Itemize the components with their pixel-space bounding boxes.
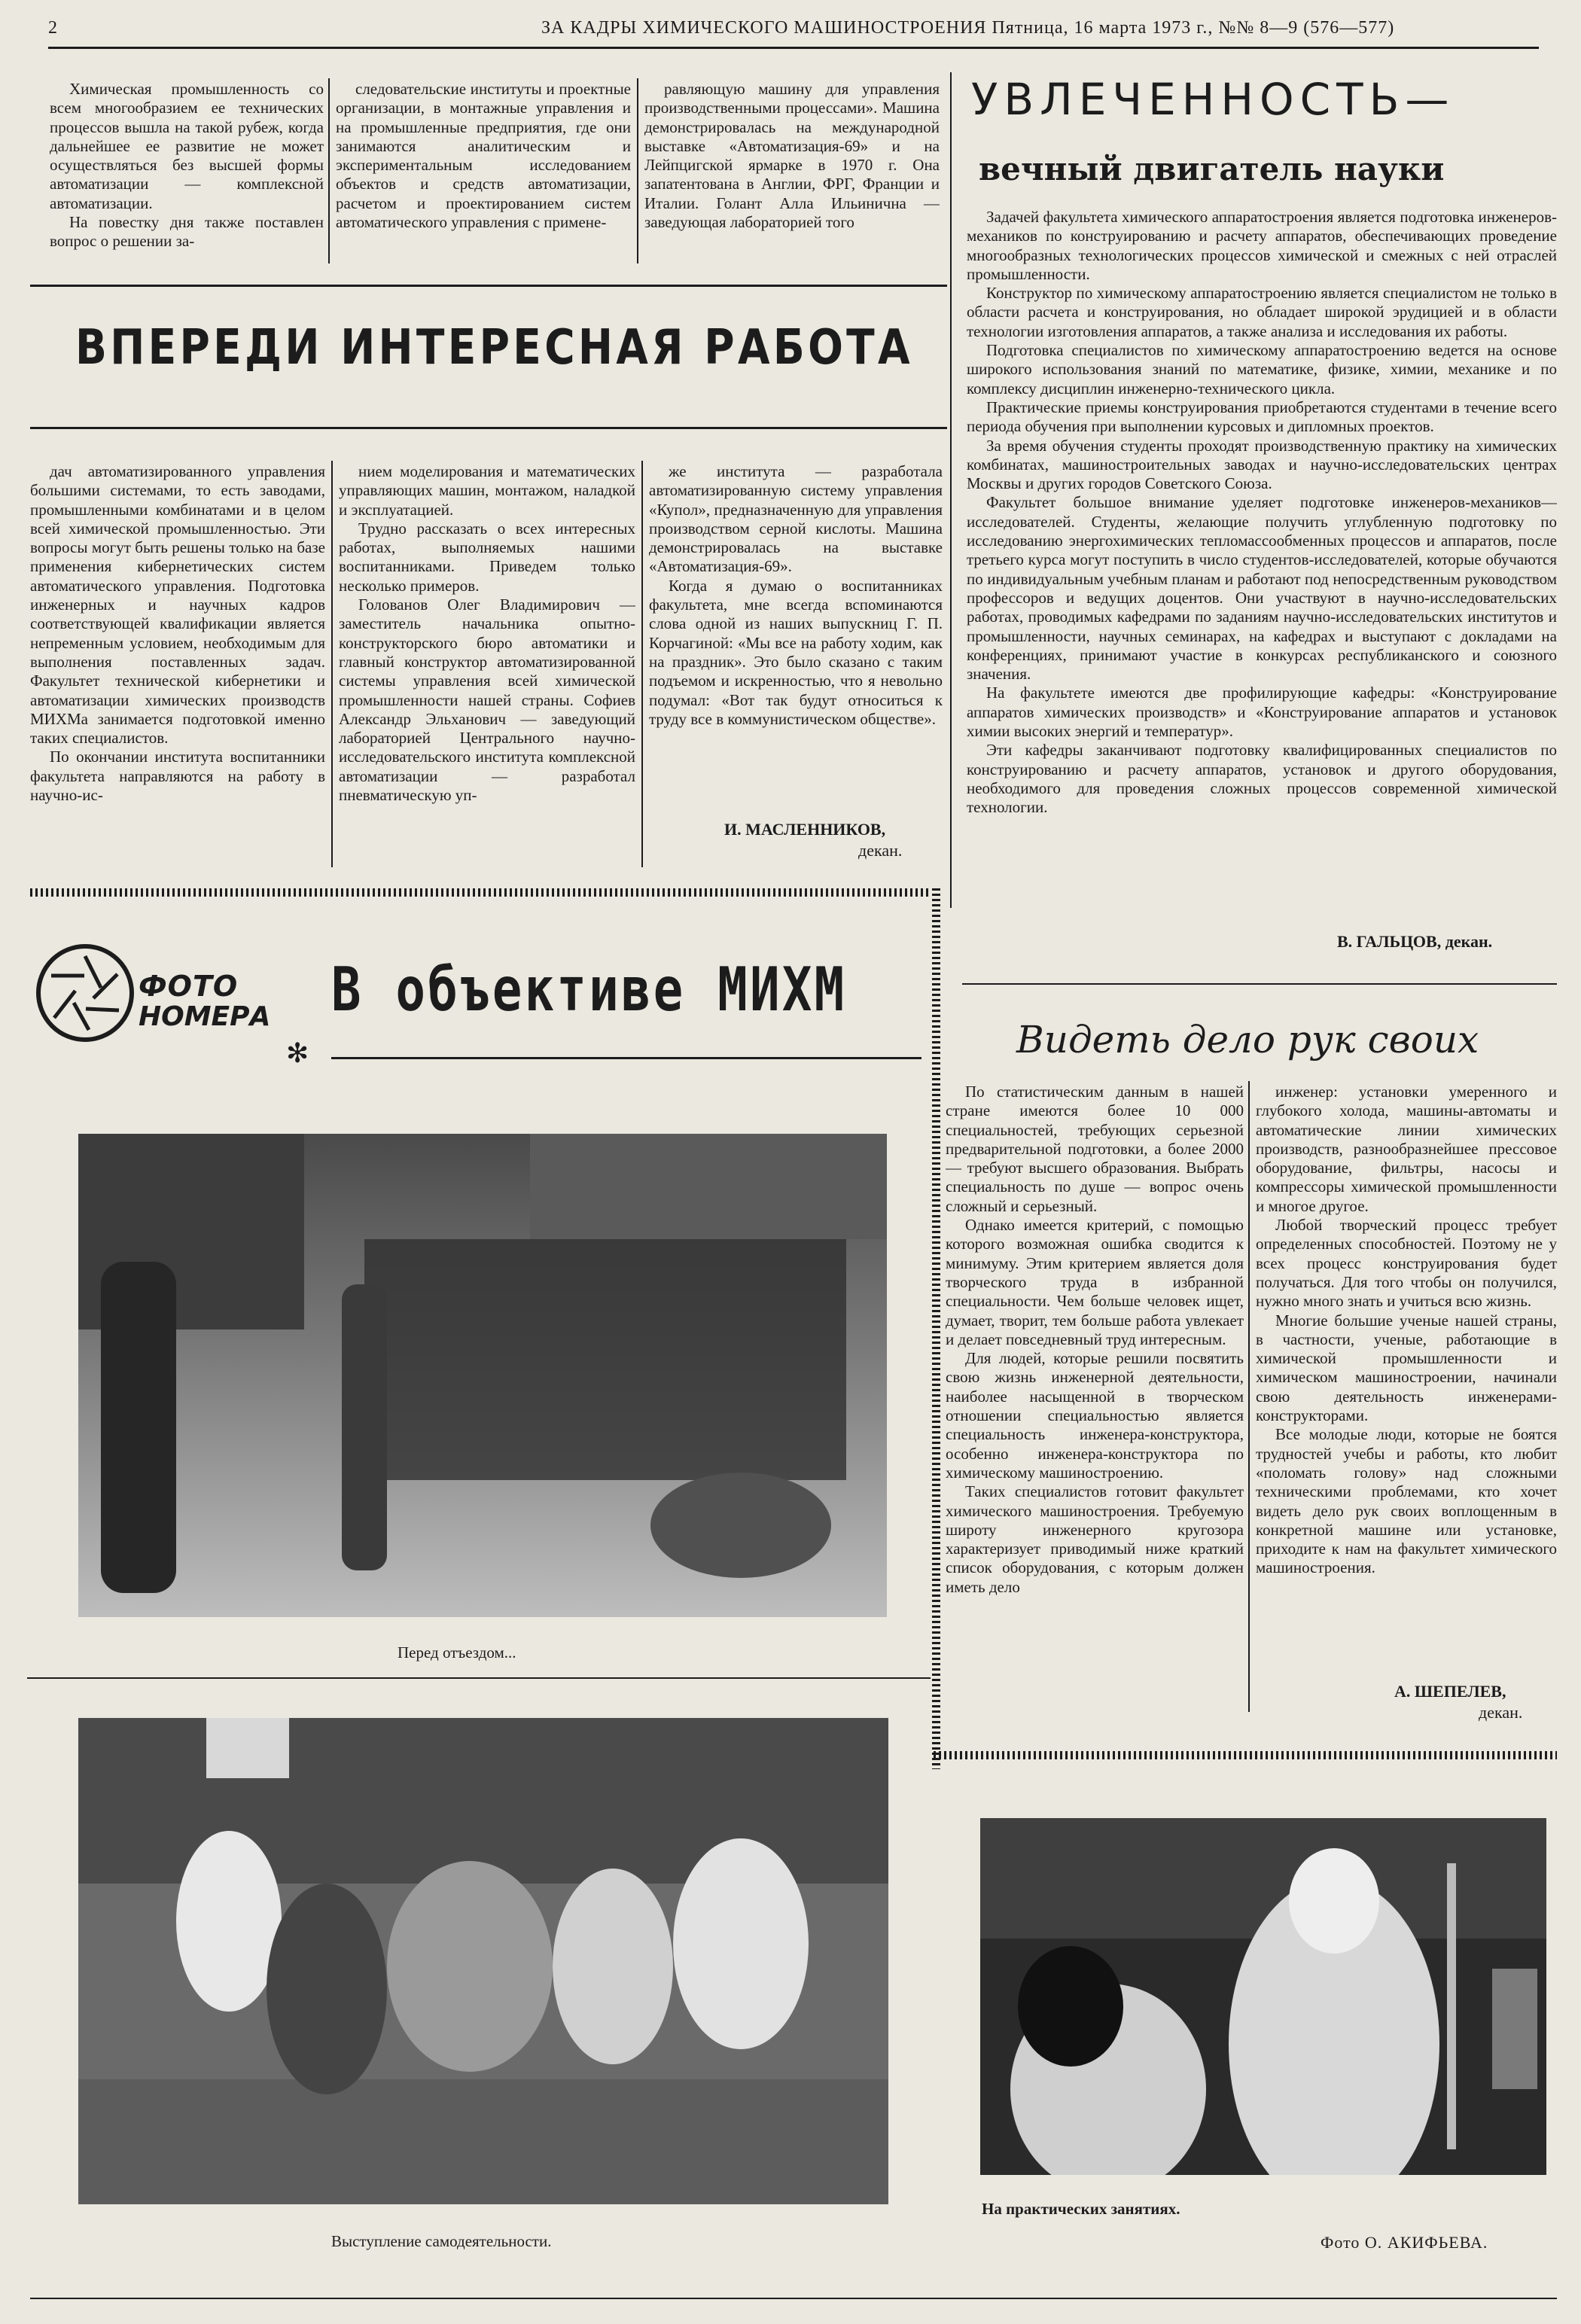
body-col2 — [339, 462, 635, 867]
body-col1 — [30, 462, 325, 867]
body-col2-text-b: Трудно рассказать о всех интересных работах, выполняемых нашими воспитанниками. Приведем только несколько примеров. — [339, 519, 635, 595]
logo-foto: ФОТО — [139, 970, 239, 1003]
right-article-body — [967, 208, 1557, 931]
col-divider — [328, 78, 330, 263]
caption-rule — [27, 1677, 931, 1679]
photo-amateur-performance — [78, 1718, 888, 2204]
headline-v-obyektive: В объективе МИХМ — [331, 955, 847, 1025]
side-col1 — [946, 1083, 1244, 1715]
signature-shepelev: А. ШЕПЕЛЕВ, — [1394, 1682, 1506, 1701]
right-article-paragraph: Подготовка специалистов по химическому аппаратостроению ведется на основе широкого использования знаний по математике, физике, химии, механике и по комплексу дисциплин инженерно-технического цикла. — [967, 341, 1557, 397]
side-col2-paragraph: Многие большие ученые нашей страны, в частности, ученые, работающие в химической промышленности и химическом машиностроении, начинали свою деятельность инженерами-конструкторами. — [1256, 1311, 1557, 1425]
subheadline-dvigatel: вечный двигатель науки — [979, 151, 1445, 187]
body-col3-text-b: Когда я думаю о воспитанниках факультета, мне всегда вспоминаются слова одной из наших выпускниц Г. П. Корчагиной: «Мы все на работу ходим, как на праздник». Это было сказано с таким подъемом и искренностью, что я невольно подумал: «Вот так будут относиться к труду все в коммунистическом обществе». — [649, 576, 943, 728]
signature-maslennikov: И. МАСЛЕННИКОВ, — [724, 820, 886, 839]
side-col2-paragraph: инженер: установки умеренного и глубокого холода, машины-автоматы и автоматические линии химических производств, разнообразнейшее прессовое оборудование, фильтры, насосы и компрессоры химической промышленности и многое другое. — [1256, 1083, 1557, 1215]
body-col3-text: же института — разработала автоматизированную систему управления «Купол», предназначенную для управления производством серной кислоты. Машина демонстрировалась на выставке «Автоматизация-69». — [649, 462, 943, 576]
signature-title-dean: декан. — [858, 841, 903, 860]
page-header — [48, 18, 1539, 44]
caption-amateur-performance: Выступление самодеятельности. — [331, 2232, 552, 2250]
side-col1-paragraph: Для людей, которые решили посвятить свою жизнь инженерной деятельности, наиболее насыщенной в творческом отношении специальностью является специальность инженера-конструктора, особенно инженера-конструктора по химическому машиностроению. — [946, 1349, 1244, 1482]
photo-before-departure — [78, 1134, 887, 1617]
caption-practical-classes: На практических занятиях. — [982, 2200, 1180, 2218]
right-article-paragraph: За время обучения студенты проходят производственную практику на химических комбинатах, машиностроительных заводах и научно-исследовательских центрах Москвы и других городов Советского Союза. — [967, 436, 1557, 493]
page-bottom-rule — [30, 2298, 1557, 2299]
right-article-paragraph: Факультет большое внимание уделяет подготовке инженеров-механиков—исследователей. Студенты, желающие получить углубленную подготовку по исследованию энергохимических тепломассообменных процессов и аппаратов, после третьего курса могут поступить в число студентов-исследователей, которые обучаются по индивидуальным учебным планам и работают под непосредственным руководством профессоров и ведущих доцентов. Они участвуют в научно-исследовательских работах, проводимых кафедрами по заданиям научно-исследовательских институтов и промышленности, научных семинарах, на кафедрах и выступают с докладами на конференциях, принимают участие в конкурсах республиканского и союзного значения. — [967, 493, 1557, 684]
side-col2-paragraph: Все молодые люди, которые не боятся трудностей учебы и работы, кто любит «поломать голову» над сложными техническими проблемами, кто хочет видеть дело рук своих воплощенным в конкретной машине или установке, приходите к нам на факультет химического машиностроения. — [1256, 1425, 1557, 1577]
side-col2 — [1256, 1083, 1557, 1670]
right-article-divider — [950, 72, 952, 908]
top-col3 — [644, 80, 940, 260]
right-article-paragraph: Конструктор по химическому аппаратостроению является специалистом не только в области расчета и конструирования, но обладает широкой эрудицией и в области технологии изготовления аппаратов, а также анализа и исследования их работы. — [967, 284, 1557, 340]
top-col3-text: равляющую машину для управления производственными процессами». Машина демонстрировалась на международной выставке «Автоматизация-69» и на Лейпцигской ярмарке в 1970 г. Она запатентована в Англии, ФРГ, Франции и Италии. Голант Алла Ильинична — заведующая лабораторией того — [644, 80, 940, 232]
signature-title-dean-2: декан. — [1479, 1703, 1523, 1722]
right-article-paragraph: Задачей факультета химического аппаратостроения является подготовка инженеров-механиков по конструированию и расчету аппаратов, обеспечивающих проведение многообразных технологических процессов химической и смежных с ней отраслей промышленности. — [967, 208, 1557, 283]
right-article-paragraph: На факультете имеются две профилирующие кафедры: «Конструирование аппаратов химических производств» и «Конструирование аппаратов и установок химии высоких энергий и температур». — [967, 684, 1557, 741]
headline-videt-delo: Видеть дело рук своих — [1016, 1018, 1479, 1061]
side-article-bottom-rule — [934, 1751, 1557, 1759]
camera-aperture-icon — [36, 944, 134, 1042]
photo-practical-classes — [980, 1818, 1546, 2175]
col-divider — [331, 461, 333, 867]
page-number: 2 — [48, 18, 58, 38]
body-col1-text: дач автоматизированного управления большими системами, то есть заводами, промышленными комбинатами и в целом всей химической промышленностью. Эти вопросы могут быть решены только на базе применения кибернетических систем автоматического управления. Подготовка инженерных и научных кадров соответствующей квалификации является непременным условием, необходимым для выполнения поставленных задач. Факультет технической кибернетики и автоматизации химических производств МИХМа занимается подготовкой именно таких специалистов. — [30, 462, 325, 748]
photo-headline-underline — [331, 1057, 921, 1059]
col-divider — [641, 461, 643, 867]
top-col2-text: следовательские институты и проектные организации, в монтажные управления и на промышленные предприятия, где они занимаются аналитическим и экспериментальным исследованием объектов и средств автоматизации, расчетом и проектированием систем автоматического управления с примене- — [336, 80, 631, 232]
headline-rule-bottom — [30, 427, 947, 429]
col-divider — [1248, 1081, 1250, 1712]
side-col2-paragraph: Любой творческий процесс требует определенных способностей. Поэтому не у всех процесс конструирования будет получаться. Для того чтобы он получился, нужно много знать и учиться всю жизнь. — [1256, 1216, 1557, 1311]
body-col3 — [649, 462, 943, 793]
right-article-paragraph: Эти кафедры заканчивают подготовку квалифицированных специалистов по конструированию и расчету аппаратов, установок и другого оборудования, необходимого для проведения сложных процессов современной химической технологии. — [967, 741, 1557, 817]
body-col1-text-b: По окончании института воспитанники факультета направляются на работу в научно-ис- — [30, 748, 325, 805]
top-col2 — [336, 80, 631, 260]
body-col2-text-c: Голованов Олег Владимирович — заместитель начальника опытно-конструкторского бюро автоматики и главный конструктор автоматизированной системы управления всей химической промышленности нашей страны. Софиев Александр Эльханович — заведующий лабораторией Центрального научно-исследовательского института комплексной автоматизации — разработал пневматическую уп- — [339, 595, 635, 805]
headline-vperedi: ВПЕРЕДИ ИНТЕРЕСНАЯ РАБОТА — [75, 320, 913, 376]
photo-credit: Фото О. АКИФЬЕВА. — [1321, 2233, 1488, 2252]
logo-star-icon: ✻ — [286, 1038, 309, 1068]
photo-section-vrule — [932, 888, 940, 1769]
col-divider — [637, 78, 638, 263]
side-col1-paragraph: Однако имеется критерий, с помощью которого возможная ошибка сводится к минимуму. Этим критерием является доля творческого труда в избранной специальности. Чем больше человек ищет, думает, творит, тем больше работа увлекает и делает повседневный труд интересным. — [946, 1216, 1244, 1348]
top-col1-text: Химическая промышленность со всем многообразием ее технических процессов вышла на такой рубеж, когда дальнейшее ее развитие не может осуществляться без высшей формы автоматизации — комплексной автоматизации. — [50, 80, 324, 212]
right-section-rule — [962, 983, 1557, 985]
signature-galtsov: В. ГАЛЬЦОВ, декан. — [1337, 932, 1493, 951]
right-article-paragraph: Практические приемы конструирования приобретаются студентами в течение всего периода обучения при выполнении курсовых и дипломных проектов. — [967, 397, 1557, 436]
headline-rule-top — [30, 285, 947, 287]
side-col1-paragraph: Таких специалистов готовит факультет химического машиностроения. Требуемую широту инженерного кругозора характеризует приводимый ниже краткий список оборудования, с которым должен иметь дело — [946, 1482, 1244, 1596]
body-col2-text: нием моделирования и математических управляющих машин, монтажом, наладкой и эксплуатацией. — [339, 462, 635, 519]
caption-before-departure: Перед отъездом... — [398, 1643, 516, 1662]
headline-uvlechennost: УВЛЕЧЕННОСТЬ— — [971, 74, 1455, 125]
logo-nomera: НОМЕРА — [139, 1001, 271, 1032]
photo-section-rule — [30, 888, 931, 897]
masthead: ЗА КАДРЫ ХИМИЧЕСКОГО МАШИНОСТРОЕНИЯ Пятница, 16 марта 1973 г., №№ 8—9 (576—577) — [541, 18, 1395, 38]
top-col1 — [50, 80, 324, 260]
top-col1-text-b: На повестку дня также поставлен вопрос о решении за- — [50, 213, 324, 251]
side-col1-paragraph: По статистическим данным в нашей стране имеются более 10 000 специальностей, требующих серьезной предварительной подготовки, а более 2000 — требуют высшего образования. Выбрать специальность по душе — вопрос очень сложный и серьезный. — [946, 1083, 1244, 1215]
header-rule — [48, 47, 1539, 49]
